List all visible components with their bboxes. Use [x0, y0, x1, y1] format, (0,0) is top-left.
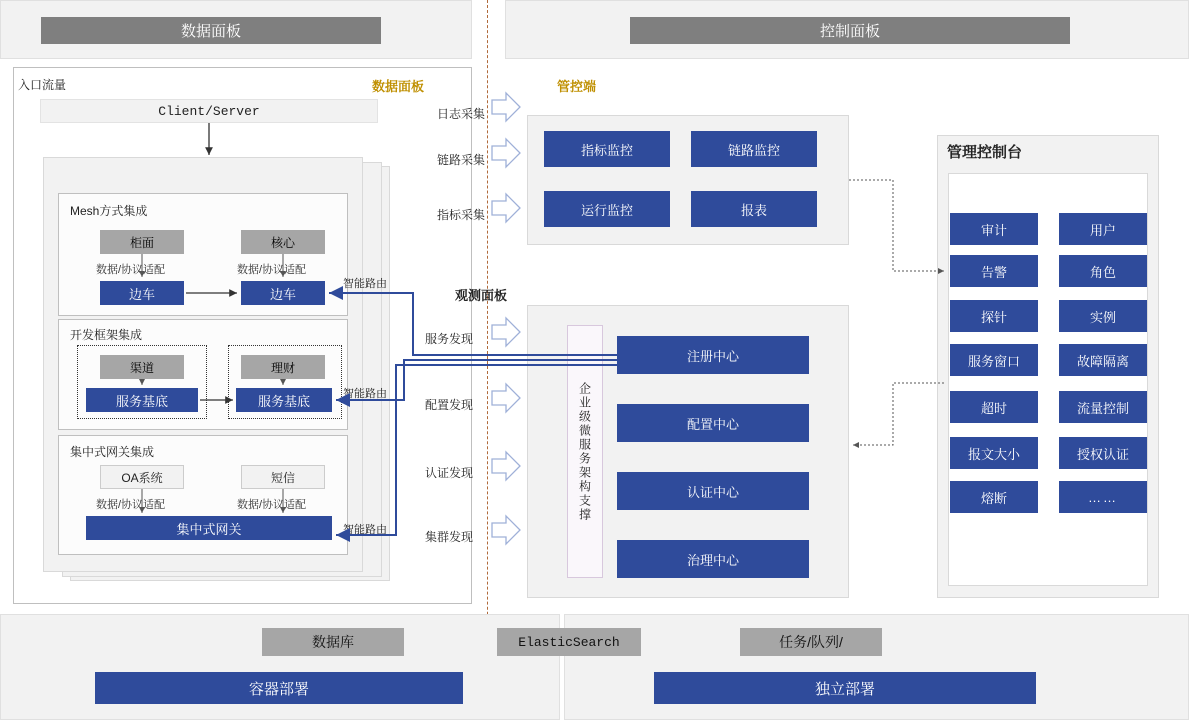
center-box-config: 配置中心 [617, 404, 809, 442]
console-item-message-size[interactable]: 报文大小 [950, 437, 1038, 469]
vertical-divider [487, 0, 488, 720]
console-item-flow-control[interactable]: 流量控制 [1059, 391, 1147, 423]
monitor-box-metric: 指标监控 [544, 131, 670, 167]
console-item-instance[interactable]: 实例 [1059, 300, 1147, 332]
console-item-service-window[interactable]: 服务窗口 [950, 344, 1038, 376]
console-item-audit[interactable]: 审计 [950, 213, 1038, 245]
monitor-box-runtime: 运行监控 [544, 191, 670, 227]
console-item-circuit-breaker[interactable]: 熔断 [950, 481, 1038, 513]
monitor-box-report: 报表 [691, 191, 817, 227]
mesh-adapt-right-label: 数据/协议适配 [237, 264, 307, 276]
discover-label-auth: 认证发现 [425, 466, 474, 480]
footer-standalone-deploy-box: 独立部署 [654, 672, 1036, 704]
gateway-smart-route-label: 智能路由 [343, 524, 387, 536]
discover-label-config: 配置发现 [425, 398, 474, 412]
collect-label-trace: 链路采集 [437, 153, 486, 167]
client-server-box: Client/Server [40, 99, 378, 123]
console-item-fault-isolation[interactable]: 故障隔离 [1059, 344, 1147, 376]
mesh-top-left-box: 柜面 [100, 230, 184, 254]
data-panel-header-label: 数据面板 [41, 17, 381, 44]
gateway-group-title: 集中式网关集成 [70, 445, 155, 459]
mesh-sidecar-left-box: 边车 [100, 281, 184, 305]
center-box-governance: 治理中心 [617, 540, 809, 578]
mesh-adapt-left-label: 数据/协议适配 [96, 264, 166, 276]
discover-label-cluster: 集群发现 [425, 530, 474, 544]
gateway-top-right-box: 短信 [241, 465, 325, 489]
collect-label-metric: 指标采集 [437, 208, 486, 222]
framework-top-left-box: 渠道 [100, 355, 184, 379]
observe-panel-label: 观测面板 [455, 288, 508, 303]
footer-elasticsearch-box: ElasticSearch [497, 628, 641, 656]
control-panel-header-label: 控制面板 [630, 17, 1070, 44]
gateway-top-left-box: OA系统 [100, 465, 184, 489]
framework-smart-route-label: 智能路由 [343, 388, 387, 400]
center-box-auth: 认证中心 [617, 472, 809, 510]
gateway-adapt-right-label: 数据/协议适配 [237, 499, 307, 511]
manage-side-label: 管控端 [557, 79, 597, 94]
footer-database-box: 数据库 [262, 628, 404, 656]
centralized-gateway-box: 集中式网关 [86, 516, 332, 540]
framework-base-right-box: 服务基底 [236, 388, 332, 412]
mesh-sidecar-right-box: 边车 [241, 281, 325, 305]
management-console-title: 管理控制台 [947, 144, 1023, 161]
microservice-vertical-label: 企业级微服务架构支撑 [567, 325, 603, 578]
ingress-traffic-label: 入口流量 [18, 78, 67, 92]
collect-label-log: 日志采集 [437, 107, 486, 121]
console-item-more[interactable]: …… [1059, 481, 1147, 513]
data-panel-tag: 数据面板 [372, 79, 425, 94]
mesh-group-title: Mesh方式集成 [70, 204, 148, 218]
console-item-authorization[interactable]: 授权认证 [1059, 437, 1147, 469]
gateway-adapt-left-label: 数据/协议适配 [96, 499, 166, 511]
framework-group-title: 开发框架集成 [70, 328, 143, 342]
console-item-alarm[interactable]: 告警 [950, 255, 1038, 287]
mesh-smart-route-label: 智能路由 [343, 278, 387, 290]
console-item-role[interactable]: 角色 [1059, 255, 1147, 287]
monitor-box-trace: 链路监控 [691, 131, 817, 167]
mesh-top-right-box: 核心 [241, 230, 325, 254]
center-box-registry: 注册中心 [617, 336, 809, 374]
discover-label-service: 服务发现 [425, 332, 474, 346]
footer-task-queue-box: 任务/队列/ [740, 628, 882, 656]
footer-container-deploy-box: 容器部署 [95, 672, 463, 704]
console-item-probe[interactable]: 探针 [950, 300, 1038, 332]
console-item-timeout[interactable]: 超时 [950, 391, 1038, 423]
framework-base-left-box: 服务基底 [86, 388, 198, 412]
console-item-user[interactable]: 用户 [1059, 213, 1147, 245]
framework-top-right-box: 理财 [241, 355, 325, 379]
